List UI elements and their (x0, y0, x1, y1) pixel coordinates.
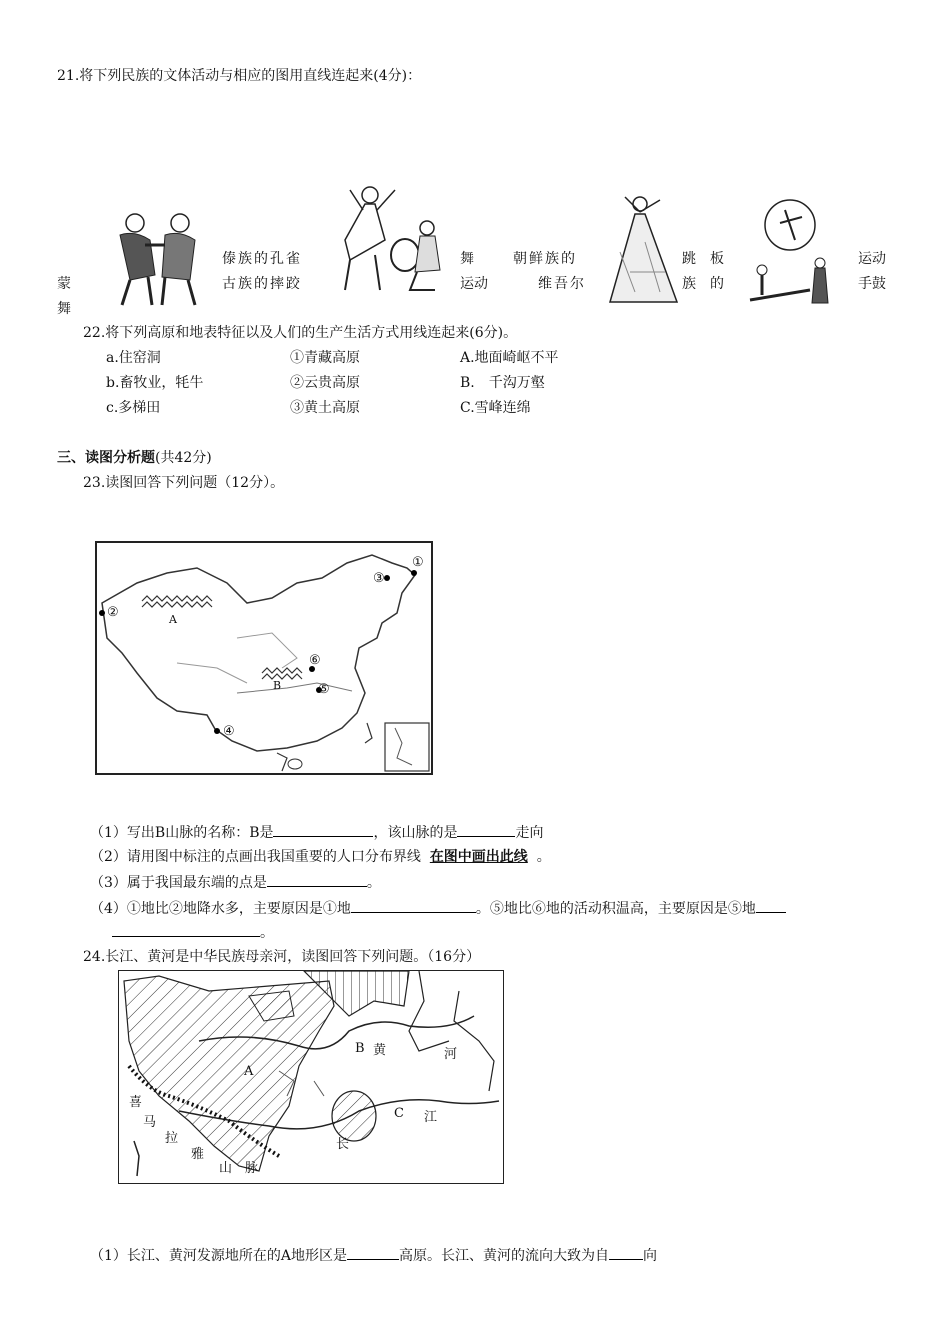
q21-row2-text4: 维吾尔 (538, 276, 586, 292)
q24-sub1: （1）长江、黄河发源地所在的A地形区是 高原。长江、黄河的流向大致为自 向 (90, 1245, 657, 1266)
q21-row2-text2: 古族的摔跤 (222, 276, 302, 292)
q21-row1-text3: 朝鲜族的 (513, 251, 577, 267)
section3-heading (57, 448, 212, 468)
q21-row1-text4: 跳 板 (682, 251, 724, 267)
q22-feature-B: B. 千沟万壑 (460, 375, 545, 391)
map24-label-C: C (394, 1106, 404, 1121)
map24-label-jiang: 江 (424, 1110, 438, 1125)
q21-row2-text6: 手鼓 (858, 276, 886, 292)
map24-label-B: B (355, 1041, 365, 1056)
tambourine-dance-figure (335, 180, 450, 295)
river-map (118, 970, 504, 1184)
map24-label-la: 拉 (165, 1131, 179, 1146)
q22-item-c: c.多梯田 (106, 400, 161, 416)
map24-label-ya: 雅 (191, 1147, 205, 1162)
map24-label-ma: 马 (143, 1115, 157, 1130)
map24-label-he: 河 (444, 1047, 458, 1062)
q23-title: 23.读图回答下列问题（12分）。 (83, 475, 285, 491)
q24-title: 24.长江、黄河是中华民族母亲河，读图回答下列问题。（16分） (83, 949, 481, 965)
map24-label-xi: 喜 (129, 1095, 143, 1110)
q21-row1-text5: 运动 (858, 251, 886, 267)
q23-sub4-cont: 。 (112, 922, 274, 943)
map24-label-shanmai: 山 脉 (219, 1161, 259, 1176)
map23-point-4: ④ (223, 724, 235, 739)
q21-row3-text: 舞 (57, 301, 71, 317)
map23-point-1: ① (412, 555, 424, 570)
q23-draw-instruction: 在图中画出此线 (429, 849, 528, 865)
map23-label-A: A (169, 613, 177, 626)
q22-title: 22.将下列高原和地表特征以及人们的生产生活方式用线连起来(6分)。 (83, 325, 518, 341)
section3-score: (共42分) (155, 450, 212, 466)
section3-title: 三、读图分析题 (57, 450, 155, 466)
q24-blank-plateau[interactable] (347, 1245, 399, 1260)
river-map-drawing (119, 971, 503, 1183)
q23-sub3: （3）属于我国最东端的点是 。 (90, 872, 381, 893)
map23-label-B: B (273, 679, 282, 692)
map23-point-3: ③ (373, 571, 385, 586)
q21-row2-text5: 族 的 (682, 276, 724, 292)
q21-title: 21.将下列民族的文体活动与相应的图用直线连起来(4分)： (57, 68, 422, 84)
q22-plateau-2: ②云贵高原 (290, 375, 360, 391)
q23-sub1: （1）写出B山脉的名称：B是 ，该山脉的是 走向 (90, 822, 543, 843)
q23-blank-direction[interactable] (457, 822, 515, 837)
q23-blank-reason-2b[interactable] (112, 922, 260, 937)
q23-blank-b-name[interactable] (273, 822, 373, 837)
q23-blank-east-point[interactable] (267, 872, 367, 887)
china-map (95, 541, 433, 775)
peacock-dance-figure (605, 192, 680, 307)
map23-point-6: ⑥ (309, 653, 321, 668)
q24-blank-direction[interactable] (609, 1245, 643, 1260)
q22-plateau-1: ①青藏高原 (290, 350, 360, 366)
q22-plateau-3: ③黄土高原 (290, 400, 360, 416)
q21-row1-text2: 舞 (460, 251, 474, 267)
map24-label-huang: 黄 (373, 1043, 387, 1058)
map24-label-A: A (244, 1064, 254, 1079)
wrestling-figure (100, 205, 210, 310)
mountain-B-symbol (262, 668, 302, 679)
q22-item-b: b.畜牧业，牦牛 (106, 375, 204, 391)
map24-label-chang: 长 (336, 1137, 350, 1152)
q22-item-a: a.住窑洞 (106, 350, 161, 366)
map23-point-2: ② (107, 605, 119, 620)
q21-row2-text3: 运动 (460, 276, 488, 292)
q21-row2-text1: 蒙 (57, 276, 71, 292)
q23-sub4: （4）①地比②地降水多，主要原因是①地 。⑤地比⑥地的活动积温高，主要原因是⑤地 (90, 898, 786, 919)
q23-sub2: （2）请用图中标注的点画出我国重要的人口分布界线 在图中画出此线 。 (90, 849, 551, 865)
seesaw-jump-figure (740, 195, 835, 310)
q21-row1-text1: 傣族的孔雀 (222, 251, 302, 267)
map23-point-5: ⑤ (318, 682, 330, 697)
q22-feature-C: C.雪峰连绵 (460, 400, 531, 416)
q23-blank-reason-1[interactable] (351, 898, 476, 913)
mountain-A-symbol (142, 596, 212, 607)
q23-blank-reason-2a[interactable] (756, 898, 786, 913)
q22-feature-A: A.地面崎岖不平 (460, 350, 559, 366)
